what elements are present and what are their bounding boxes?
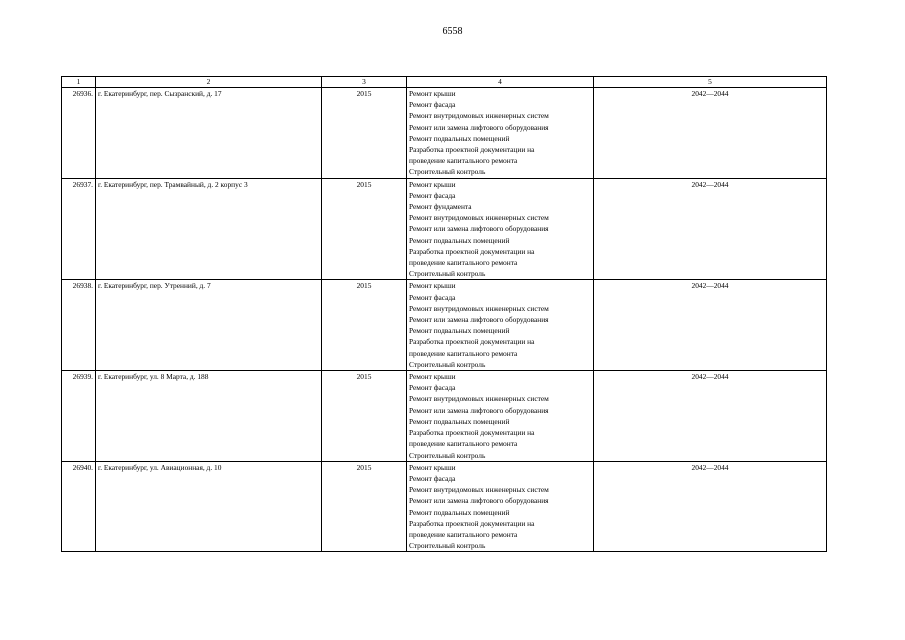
table-row <box>62 280 827 371</box>
period-cell: 2042—2044 <box>594 178 827 280</box>
work-item: Ремонт фундамента <box>409 202 472 212</box>
work-item: Ремонт внутридомовых инженерных систем <box>409 213 549 223</box>
period-cell: 2042—2044 <box>594 280 827 371</box>
works-cell <box>407 371 594 462</box>
works-cell <box>407 178 594 280</box>
work-item: Строительный контроль <box>409 167 486 177</box>
work-item: Ремонт подвальных помещений <box>409 416 510 426</box>
work-item: Ремонт или замена лифтового оборудования <box>409 496 549 506</box>
works-cell <box>407 280 594 371</box>
work-item: Ремонт подвальных помещений <box>409 326 510 336</box>
column-header-3: 3 <box>322 77 407 88</box>
year-cell: 2015 <box>322 280 407 371</box>
work-item: Ремонт крыши <box>409 372 456 382</box>
address-cell: г. Екатеринбург, ул. Авиационная, д. 10 <box>96 461 322 552</box>
period-cell: 2042—2044 <box>594 371 827 462</box>
capital-repair-table <box>61 76 827 552</box>
period-cell: 2042—2044 <box>594 88 827 179</box>
work-item: Ремонт крыши <box>409 462 456 472</box>
table-header-row <box>62 77 827 88</box>
work-item: Ремонт внутридомовых инженерных систем <box>409 303 549 313</box>
work-item: Ремонт фасада <box>409 383 456 393</box>
works-cell <box>407 88 594 179</box>
work-item: Ремонт крыши <box>409 89 456 98</box>
work-item: Строительный контроль <box>409 450 486 460</box>
year-cell: 2015 <box>322 371 407 462</box>
column-header-4: 4 <box>407 77 594 88</box>
work-item: Ремонт фасада <box>409 190 456 200</box>
work-item: Ремонт фасада <box>409 292 456 302</box>
row-number: 26937. <box>62 178 96 280</box>
column-header-5: 5 <box>594 77 827 88</box>
address-cell: г. Екатеринбург, пер. Трамвайный, д. 2 корпус 3 <box>96 178 322 280</box>
work-item: проведение капитального ремонта <box>409 529 518 539</box>
page-number: 6558 <box>442 26 463 37</box>
work-item: Разработка проектной документации на <box>409 145 535 155</box>
table-row <box>62 461 827 552</box>
row-number: 26939. <box>62 371 96 462</box>
period-cell: 2042—2044 <box>594 461 827 552</box>
address-cell: г. Екатеринбург, пер. Утренний, д. 7 <box>96 280 322 371</box>
column-header-2: 2 <box>96 77 322 88</box>
year-cell: 2015 <box>322 178 407 280</box>
work-item: Ремонт подвальных помещений <box>409 507 510 517</box>
work-item: Ремонт подвальных помещений <box>409 235 510 245</box>
work-item: Ремонт крыши <box>409 281 456 291</box>
row-number: 26940. <box>62 461 96 552</box>
work-item: Ремонт или замена лифтового оборудования <box>409 122 549 132</box>
year-cell: 2015 <box>322 461 407 552</box>
address-cell: г. Екатеринбург, ул. 8 Марта, д. 188 <box>96 371 322 462</box>
work-item: Разработка проектной документации на <box>409 428 535 438</box>
work-item: Ремонт внутридомовых инженерных систем <box>409 394 549 404</box>
address-cell: г. Екатеринбург, пер. Сызранский, д. 17 <box>96 88 322 179</box>
work-item: Ремонт внутридомовых инженерных систем <box>409 111 549 121</box>
row-number: 26936. <box>62 88 96 179</box>
work-item: Строительный контроль <box>409 541 486 551</box>
work-item: Ремонт внутридомовых инженерных систем <box>409 485 549 495</box>
work-item: Ремонт крыши <box>409 179 456 189</box>
work-item: проведение капитального ремонта <box>409 258 518 268</box>
work-item: Ремонт или замена лифтового оборудования <box>409 224 549 234</box>
works-cell <box>407 461 594 552</box>
work-item: Ремонт подвальных помещений <box>409 133 510 143</box>
work-item: Строительный контроль <box>409 269 486 279</box>
year-cell: 2015 <box>322 88 407 179</box>
column-header-1: 1 <box>62 77 96 88</box>
work-item: Строительный контроль <box>409 359 486 369</box>
table-row <box>62 178 827 280</box>
table-row <box>62 371 827 462</box>
work-item: Ремонт фасада <box>409 100 456 110</box>
work-item: Разработка проектной документации на <box>409 518 535 528</box>
table-body <box>62 88 827 552</box>
row-number: 26938. <box>62 280 96 371</box>
work-item: проведение капитального ремонта <box>409 348 518 358</box>
work-item: Ремонт фасада <box>409 473 456 483</box>
work-item: Ремонт или замена лифтового оборудования <box>409 315 549 325</box>
work-item: Разработка проектной документации на <box>409 337 535 347</box>
work-item: Ремонт или замена лифтового оборудования <box>409 405 549 415</box>
work-item: проведение капитального ремонта <box>409 439 518 449</box>
work-item: Разработка проектной документации на <box>409 246 535 256</box>
table-row <box>62 88 827 179</box>
work-item: проведение капитального ремонта <box>409 156 518 166</box>
